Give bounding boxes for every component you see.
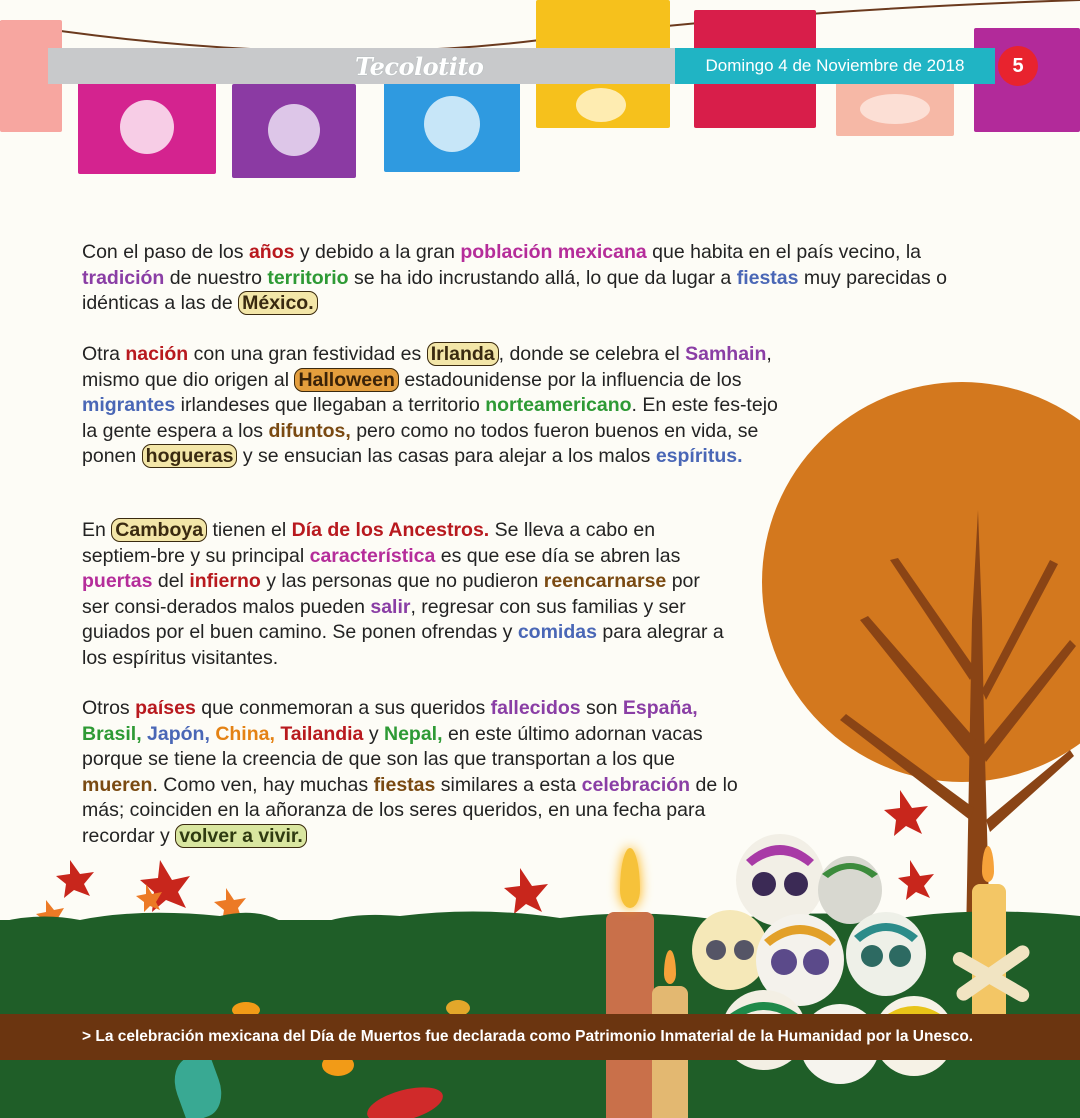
keyword: Japón,	[147, 722, 210, 745]
keyword-pill: volver a vivir.	[175, 824, 307, 848]
keyword: tradición	[82, 266, 165, 289]
paragraph-usa: Con el paso de los años y debido a la gran población mexicana que habita en el país vecino, la tradición de nuestro territorio se ha ido incrustando allá, lo que da lugar a fiestas muy parecidas o idénticas a las de México.	[82, 241, 947, 314]
page-number: 5	[998, 46, 1038, 86]
keyword: fiestas	[373, 773, 436, 796]
keyword: norteamericano	[485, 394, 632, 416]
keyword: China,	[215, 722, 275, 745]
keyword: nación	[125, 343, 189, 365]
keyword: mueren	[82, 773, 153, 796]
keyword: Tailandia	[280, 722, 364, 745]
keyword-pill: Irlanda	[427, 342, 499, 366]
keyword: celebración	[581, 773, 691, 796]
paragraph-ireland: Otra nación con una gran festividad es Irlanda , donde se celebra el Samhain, mismo que dio origen al Halloween estadounidense por la influencia de los migrantes irlandeses que llegaban a territorio norteamericano. En este fes-tejo la gente espera a los difuntos, pero como no todos fueron buenos en vida, se ponen hogueras y se ensucian las casas para alejar a los malos espíritus.	[82, 343, 778, 467]
keyword: Día de los Ancestros.	[291, 519, 490, 541]
keyword: población mexicana	[460, 241, 647, 263]
keyword: comidas	[517, 621, 597, 643]
keyword: puertas	[82, 570, 153, 592]
keyword: territorio	[267, 266, 349, 289]
keyword-pill: hogueras	[142, 444, 238, 468]
keyword: migrantes	[82, 394, 176, 416]
keyword: espíritus.	[655, 445, 743, 467]
keyword-pill: Halloween	[294, 368, 398, 392]
flag-flower-ornament	[424, 96, 480, 152]
keyword: infierno	[189, 570, 261, 592]
keyword-pill: México.	[238, 291, 318, 315]
keyword: España,	[622, 697, 698, 719]
keyword: fiestas	[736, 266, 799, 289]
paragraph-cambodia: En Camboya tienen el Día de los Ancestros. Se lleva a cabo en septiem-bre y su principal característica es que ese día se abren las puertas del infierno y las personas que no pudieron reencarnarse por ser consi-derados malos pueden salir, regresar con sus familias y ser guiados por el buen camino. Se ponen ofrendas y comidas para alegrar a los espíritus visitantes.	[82, 519, 724, 669]
keyword: Samhain	[685, 343, 767, 365]
keyword: reencarnarse	[543, 570, 667, 592]
keyword: difuntos,	[268, 419, 351, 442]
paragraph-other-countries: Otros países que conmemoran a sus queridos fallecidos son España, Brasil, Japón, China, Tailandia y Nepal, en este último adornan vacas porque se tiene la creencia de que son las que transportan a los que mueren. Como ven, hay muchas fiestas similares a esta celebración de lo más; coinciden en la añoranza de los seres queridos, en una fecha para recordar y volver a vivir.	[82, 697, 738, 847]
keyword: característica	[309, 544, 436, 567]
keyword: Brasil,	[82, 722, 142, 745]
tecolotito-logo: Tecolotito	[355, 52, 484, 81]
unesco-banner: > La celebración mexicana del Día de Muertos fue declarada como Patrimonio Inmaterial de la Humanidad por la Unesco.	[0, 1014, 1080, 1060]
keyword: fallecidos	[490, 697, 581, 719]
flag-flower-ornament	[860, 94, 930, 124]
keyword: países	[135, 697, 196, 719]
keyword: salir	[370, 595, 411, 618]
sugar-skulls-pile	[690, 830, 990, 1118]
flag-flower-ornament	[268, 104, 320, 156]
flag-flower-ornament	[120, 100, 174, 154]
keyword: Nepal,	[384, 722, 443, 745]
keyword: años	[248, 241, 295, 263]
keyword-pill: Camboya	[111, 518, 207, 542]
flag-flower-ornament	[576, 88, 626, 122]
issue-date: Domingo 4 de Noviembre de 2018	[675, 48, 995, 84]
